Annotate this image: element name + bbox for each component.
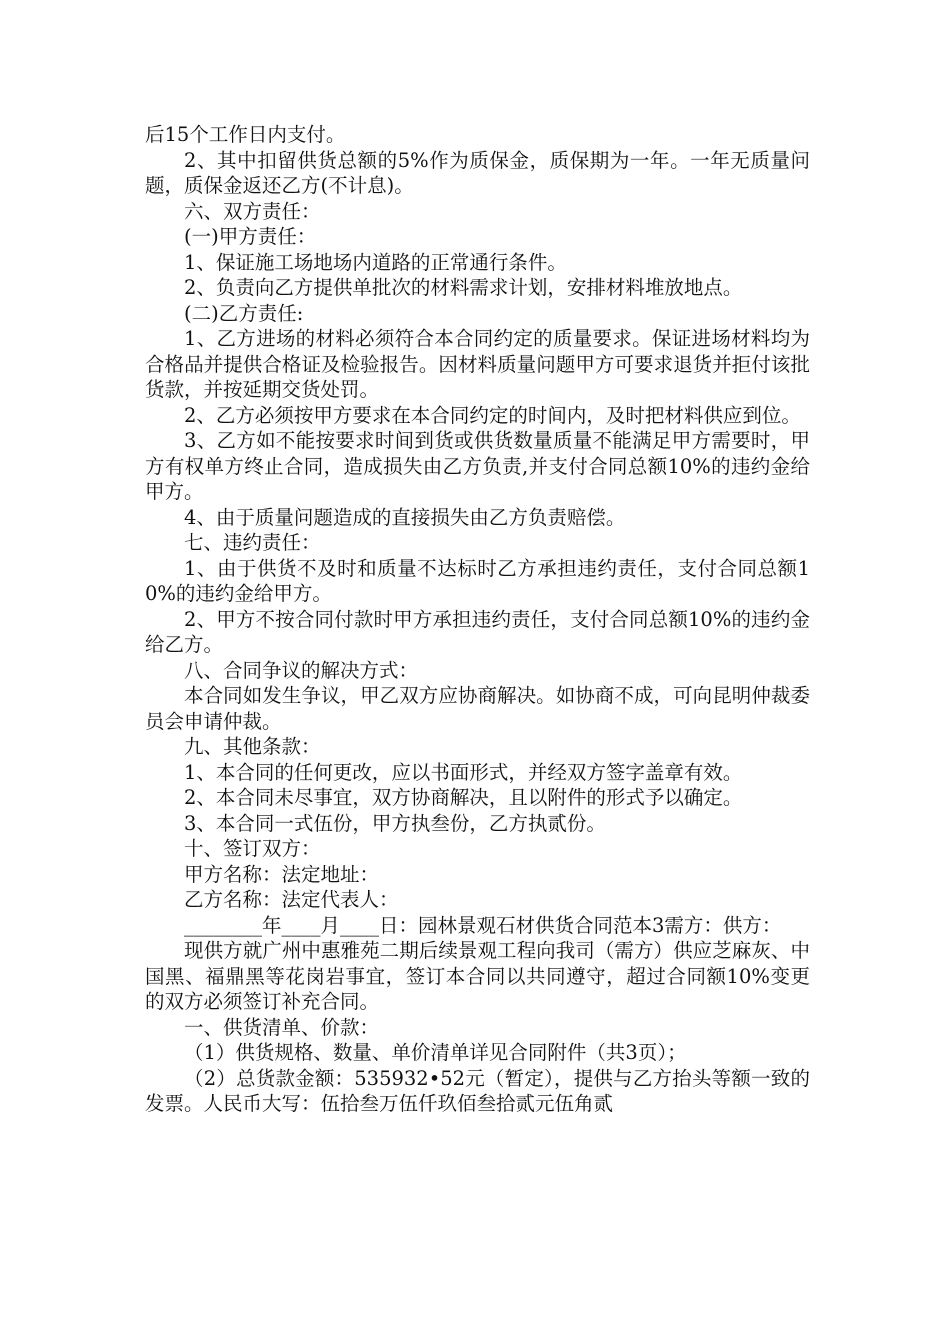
contract-paragraph: ________年____月____日：园林景观石材供货合同范本3需方：供方： [184, 913, 782, 937]
contract-paragraph: 甲方名称：法定地址： [184, 862, 380, 886]
contract-paragraph: 3、本合同一式伍份，甲方执叁份，乙方执贰份。 [184, 811, 606, 835]
contract-text-body [145, 122, 810, 1117]
contract-paragraph: 2、本合同未尽事宜，双方协商解决，且以附件的形式予以确定。 [184, 786, 743, 809]
contract-paragraph: 3、乙方如不能按要求时间到货或供货数量质量不能满足甲方需要时，甲方有权单方终止合同，造成损失由乙方负责,并支付合同总额10%的违约金给甲方。 [145, 429, 810, 503]
contract-paragraph: 十、签订双方： [184, 837, 321, 860]
contract-paragraph: 八、合同争议的解决方式： [184, 658, 419, 682]
contract-paragraph: 1、由于供货不及时和质量不达标时乙方承担违约责任，支付合同总额10%的违约金给甲方。 [145, 556, 810, 605]
contract-paragraph: 六、双方责任： [184, 199, 321, 223]
contract-paragraph: 乙方名称：法定代表人： [184, 888, 399, 911]
contract-paragraph: (一)甲方责任： [184, 225, 317, 248]
contract-paragraph: （1）供货规格、数量、单价清单详见合同附件（共3页）； [184, 1041, 687, 1064]
contract-paragraph: 1、本合同的任何更改，应以书面形式，并经双方签字盖章有效。 [184, 760, 743, 784]
contract-paragraph: 一、供货清单、价款： [184, 1015, 380, 1039]
contract-paragraph: 2、乙方必须按甲方要求在本合同约定的时间内，及时把材料供应到位。 [184, 403, 801, 427]
contract-paragraph: 后15个工作日内支付。 [145, 123, 346, 146]
contract-paragraph: 2、负责向乙方提供单批次的材料需求计划，安排材料堆放地点。 [184, 276, 743, 299]
contract-paragraph: 2、甲方不按合同付款时甲方承担违约责任，支付合同总额10%的违约金给乙方。 [145, 607, 810, 656]
contract-paragraph: （2）总货款金额：535932•52元（暂定），提供与乙方抬头等额一致的发票。人民币大写：伍拾叁万伍仟玖佰叁拾贰元伍角贰 [145, 1066, 810, 1115]
contract-paragraph: 4、由于质量问题造成的直接损失由乙方负责赔偿。 [184, 505, 626, 529]
contract-paragraph: 现供方就广州中惠雅苑二期后续景观工程向我司（需方）供应芝麻灰、中国黑、福鼎黑等花岗岩事宜，签订本合同以共同遵守，超过合同额10%变更的双方必须签订补充合同。 [145, 939, 810, 1013]
contract-paragraph: 七、违约责任： [184, 531, 321, 554]
contract-paragraph: 本合同如发生争议，甲乙双方应协商解决。如协商不成，可向昆明仲裁委员会申请仲裁。 [145, 684, 810, 733]
contract-paragraph: 1、保证施工场地场内道路的正常通行条件。 [184, 250, 567, 274]
contract-paragraph: 九、其他条款： [184, 735, 321, 758]
contract-paragraph: (二)乙方责任: [184, 301, 304, 325]
contract-paragraph: 1、乙方进场的材料必须符合本合同约定的质量要求。保证进场材料均为合格品并提供合格证及检验报告。因材料质量问题甲方可要求退货并拒付该批货款，并按延期交货处罚。 [145, 327, 810, 401]
contract-paragraph: 2、其中扣留供货总额的5%作为质保金，质保期为一年。一年无质量问题，质保金返还乙方(不计息)。 [145, 148, 810, 197]
